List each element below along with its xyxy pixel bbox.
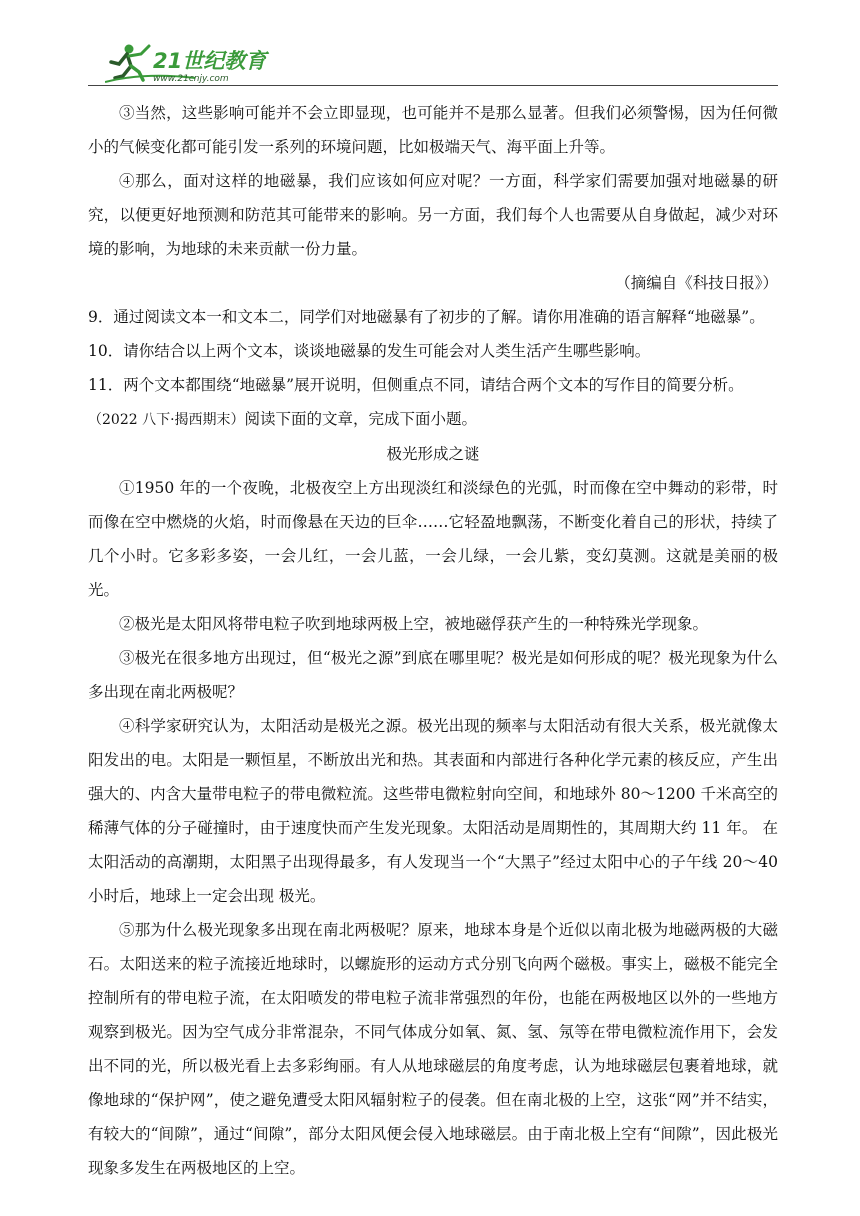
article2-paragraph-4: ④科学家研究认为，太阳活动是极光之源。极光出现的频率与太阳活动有很大关系，极光就像太阳发出的电。太阳是一颗恒星，不断放出光和热。其表面和内部进行各种化学元素的核反应，产生出强大的、内含大量带电粒子的带电微粒流。这些带电微粒射向空间，和地球外 80～1200 千米高空的稀薄气体的分子碰撞时，由于速度快而产生发光现象。太阳活动是周期性的，其周期大约 11 年。 在太阳活动的高潮期，太阳黑子出现得最多，有人发现当一个“大黑子”经过太阳中心的子午线 20～40 小时后，地球上一定会出现 极光。 bbox=[88, 717, 778, 905]
article2-paragraph-1: ①1950 年的一个夜晚，北极夜空上方出现淡红和淡绿色的光弧，时而像在空中舞动的彩带，时而像在空中燃烧的火焰，时而像悬在天边的巨伞……它轻盈地飘荡，不断变化着自己的形状，持续了几个小时。它多彩多姿，一会儿红，一会儿蓝，一会儿绿，一会儿紫，变幻莫测。这就是美丽的极光。 bbox=[88, 479, 778, 599]
article1-paragraph-4: ④那么，面对这样的地磁暴，我们应该如何应对呢？一方面，科学家们需要加强对地磁暴的研究，以便更好地预测和防范其可能带来的影响。另一方面，我们每个人也需要从自身做起，减少对环境的影响，为地球的未来贡献一份力量。 bbox=[88, 172, 778, 258]
article2-paragraph-2: ②极光是太阳风将带电粒子吹到地球两极上空，被地磁俘获产生的一种特殊光学现象。 bbox=[119, 615, 709, 633]
article2-paragraph-3: ③极光在很多地方出现过，但“极光之源”到底在哪里呢？极光是如何形成的呢？极光现象为什么多出现在南北两极呢？ bbox=[88, 649, 778, 701]
article2-title: 极光形成之谜 bbox=[386, 445, 480, 463]
question-9: 9．通过阅读文本一和文本二，同学们对地磁暴有了初步的了解。请你用准确的语言解释“地磁暴”。 bbox=[88, 308, 765, 326]
header-divider bbox=[88, 85, 778, 86]
question-10: 10．请你结合以上两个文本，谈谈地磁暴的发生可能会对人类生活产生哪些影响。 bbox=[88, 342, 651, 360]
exam-source: （2022 八下·揭西期末） bbox=[88, 412, 245, 428]
question-11: 11．两个文本都围绕“地磁暴”展开说明，但侧重点不同，请结合两个文本的写作目的简要分析。 bbox=[88, 376, 744, 394]
article2-paragraph-5: ⑤那为什么极光现象多出现在南北两极呢？原来，地球本身是个近似以南北极为地磁两极的大磁石。太阳送来的粒子流接近地球时，以螺旋形的运动方式分别飞向两个磁极。事实上，磁极不能完全控制所有的带电粒子流，在太阳喷发的带电粒子流非常强烈的年份，也能在两极地区以外的一些地方观察到极光。因为空气成分非常混杂，不同气体成分如氧、氮、氢、氖等在带电微粒流作用下，会发出不同的光，所以极光看上去多彩绚丽。有人从地球磁层的角度考虑，认为地球磁层包裹着地球，就像地球的“保护网”，使之避免遭受太阳风辐射粒子的侵袭。但在南北极的上空，这张“网”并不结实，有较大的“间隙”，通过“间隙”，部分太阳风便会侵入地球磁层。由于南北极上空有“间隙”，因此极光现象多发生在两极地区的上空。 bbox=[88, 921, 778, 1177]
logo-text: 21世纪教育 bbox=[153, 49, 267, 73]
exam-instruction-line bbox=[88, 402, 778, 437]
article1-paragraph-3: ③当然，这些影响可能并不会立即显现，也可能并不是那么显著。但我们必须警惕，因为任何微小的气候变化都可能引发一系列的环境问题，比如极端天气、海平面上升等。 bbox=[88, 104, 778, 156]
document-body bbox=[88, 96, 778, 1185]
instruction: 阅读下面的文章，完成下面小题。 bbox=[244, 410, 478, 428]
logo-21cnjy bbox=[105, 42, 305, 84]
page-header bbox=[105, 40, 775, 88]
logo-url: www.21cnjy.com bbox=[153, 74, 229, 84]
article1-source: （摘编自《科技日报》） bbox=[615, 274, 778, 292]
